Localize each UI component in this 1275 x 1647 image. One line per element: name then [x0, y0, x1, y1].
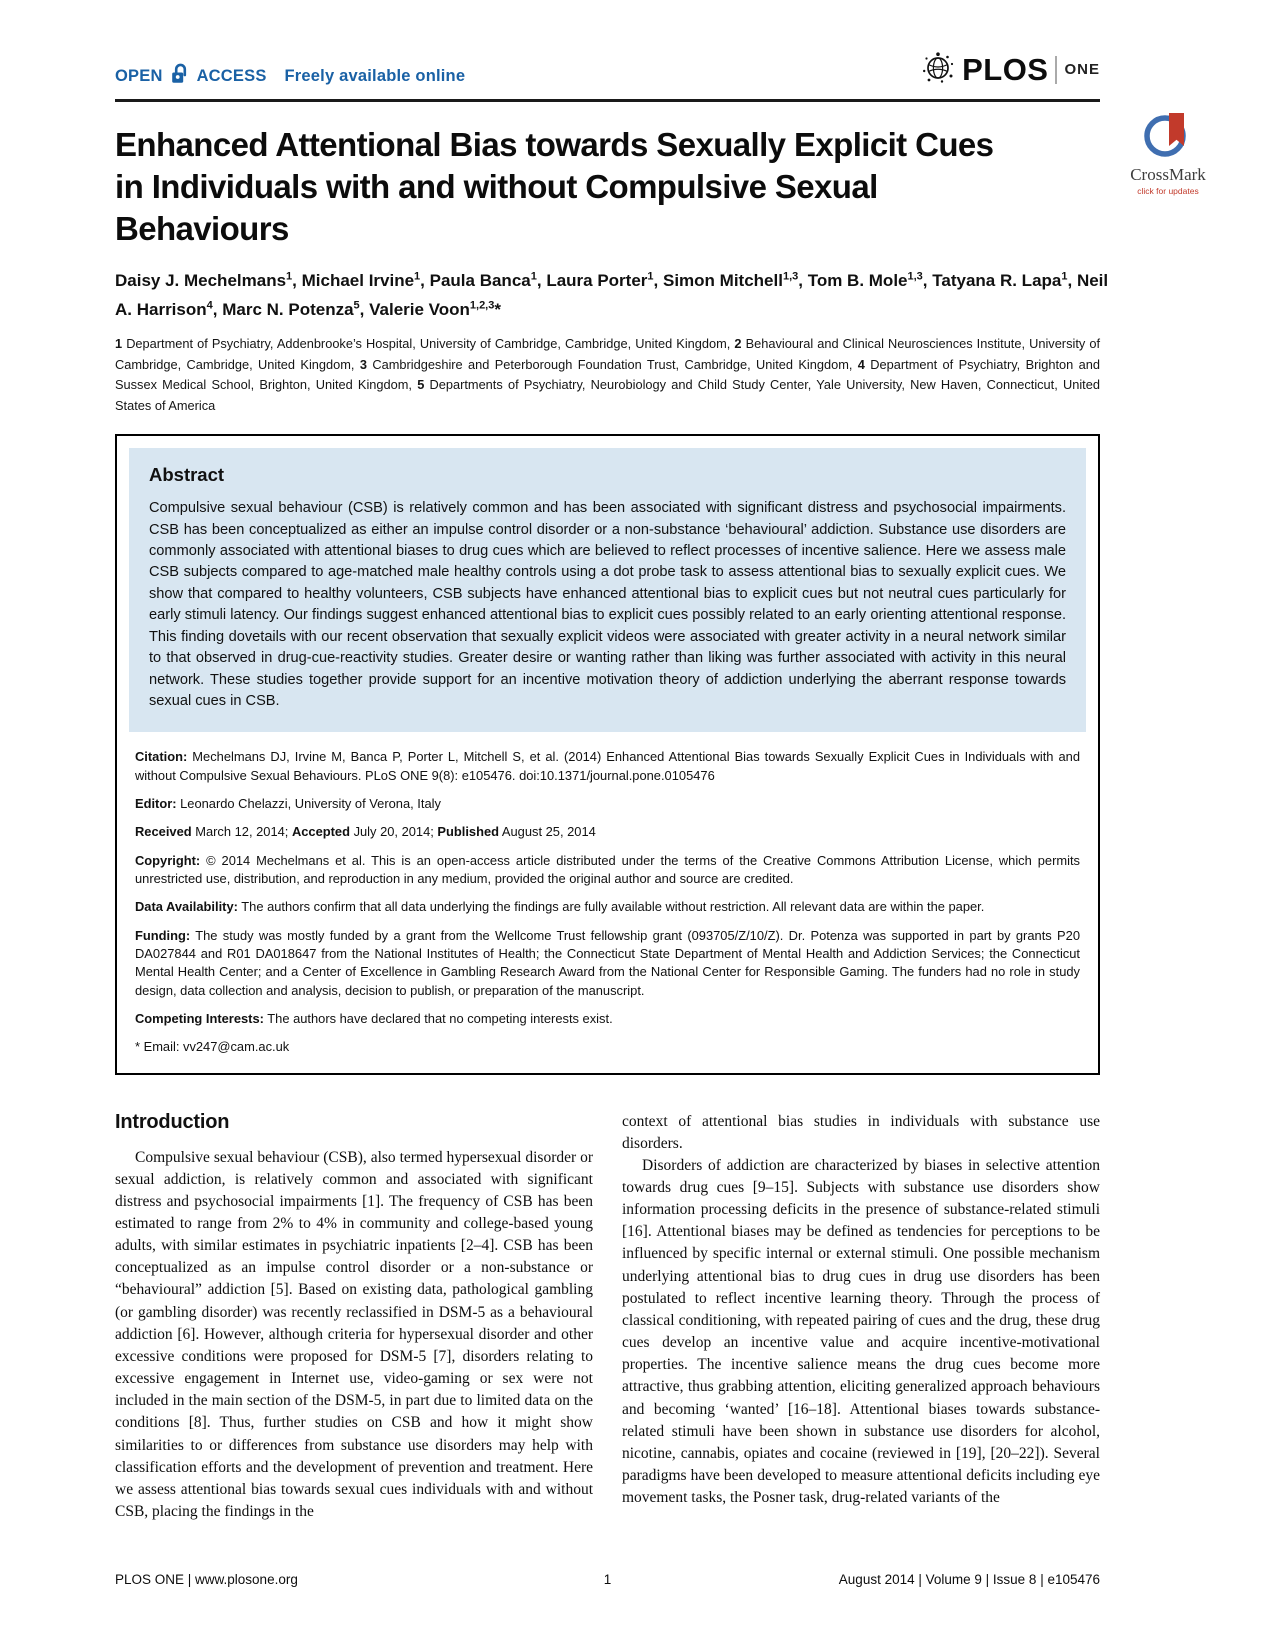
open-access-open-label: OPEN: [115, 66, 163, 85]
introduction-section: [115, 1111, 1100, 1524]
plos-globe-icon: [921, 50, 955, 89]
author: Simon Mitchell$^{1,3}$,: [662, 270, 808, 290]
email-row: * Email: vv247@cam.ac.uk: [135, 1039, 290, 1055]
author: Michael Irvine$^1$,: [301, 270, 430, 290]
intro-paragraph: context of attentional bias studies in individuals with substance use disorders.: [622, 1112, 1100, 1152]
abstract-section: [129, 448, 1086, 732]
author: Tom B. Mole$^{1,3}$,: [807, 270, 933, 290]
journal-page: [115, 0, 1109, 1523]
footer-issue-info: August 2014 | Volume 9 | Issue 8 | e105476: [838, 1572, 1101, 1587]
abstract-meta-box: [115, 434, 1100, 1074]
crossmark-wordmark: CrossMark: [1130, 165, 1206, 184]
plos-logo-divider: [1055, 56, 1057, 84]
data-availability-row: Data Availability: The authors confirm that all data underlying the findings are fully available without restriction. All relevant data are within the paper.: [135, 899, 985, 915]
abstract-text: Compulsive sexual behaviour (CSB) is relatively common and has been associated with significant distress and psychosocial impairments. CSB has been conceptualized as either an impulse control disorder or a non-substance ‘behavioural’ addiction. Substance use disorders are commonly associated with attentional biases to drug cues which are believed to reflect processes of incentive salience. Here we assess male CSB subjects compared to age-matched male healthy controls using a dot probe task to assess attentional bias to sexually explicit cues. We show that compared to healthy volunteers, CSB subjects have enhanced attentional bias to explicit cues but not neutral cues particularly for early stimuli latency. Our findings suggest enhanced attentional bias to explicit cues possibly related to an early orienting attentional response. This finding dovetails with our recent observation that sexually explicit videos were associated with greater activity in a neural network similar to that observed in drug-cue-reactivity studies. Greater desire or wanting rather than liking was further associated with activity in this neural network. These studies together provide support for an incentive motivation theory of addiction underlying the aberrant response towards sexual cues in CSB.: [149, 500, 1066, 710]
left-column: [115, 1111, 593, 1524]
abstract-heading: Abstract: [149, 464, 225, 486]
author: Neil A. Harrison$^4$,: [115, 270, 1109, 320]
dates-row: Received March 12, 2014; Accepted July 20, 2014; Published August 25, 2014: [135, 824, 596, 840]
editor-row: Editor: Leonardo Chelazzi, University of Verona, Italy: [135, 796, 441, 812]
page-header: [115, 0, 1100, 102]
footer-page-number: 1: [603, 1572, 612, 1587]
affiliations: 1 Department of Psychiatry, Addenbrooke’s Hospital, University of Cambridge, Cambridge, United Kingdom, 2 Behavioural and Clinical Neurosciences Institute, University of Cambridge, Cambridge, United Kingdom, 3 Cambridgeshire and Peterborough Foundation Trust, Cambridge, United Kingdom, 4 Department of Psychiatry, Brighton and Sussex Medical School, Brighton, United Kingdom, 5 Departments of Psychiatry, Neurobiology and Child Study Center, Yale University, New Haven, Connecticut, United States of America: [115, 336, 1101, 413]
crossmark-icon: [1144, 145, 1192, 162]
citation-row: Citation: Mechelmans DJ, Irvine M, Banca P, Porter L, Mitchell S, et al. (2014) Enhanced Attentional Bias towards Sexually Explicit Cues in Individuals with and without Compulsive Sexual Behaviours. PLoS ONE 9(8): e105476. doi:10.1371/journal.pone.0105476: [135, 749, 1080, 783]
open-access-tagline: Freely available online: [284, 66, 466, 85]
author: Laura Porter$^1$,: [546, 270, 663, 290]
crossmark-badge[interactable]: [1118, 112, 1218, 196]
open-access-access-label: ACCESS: [196, 66, 267, 85]
plos-one-label: ONE: [1064, 61, 1100, 78]
introduction-heading: Introduction: [115, 1110, 230, 1133]
author: Daisy J. Mechelmans$^1$,: [115, 270, 302, 290]
author-corresponding: Valerie Voon$^{1,2,3}$*: [369, 299, 501, 320]
article-title: Enhanced Attentional Bias towards Sexually Explicit Cues in Individuals with and without Compulsive Sexual Behaviours: [115, 126, 994, 247]
open-lock-icon: [171, 63, 189, 89]
intro-paragraph: Compulsive sexual behaviour (CSB), also termed hypersexual disorder or sexual addiction, is relatively common and associated with significant distress and psychosocial impairments [1]. The frequency of CSB has been estimated to range from 2% to 4% in community and college-based young adults, with similar estimates in psychiatric inpatients [2–4]. CSB has been conceptualized as an impulse control disorder or a non-substance or “behavioural” addiction [5]. Based on existing data, pathological gambling (or gambling disorder) was recently reclassified in DSM-5 as a behavioural addiction [6]. However, although criteria for hypersexual disorder and other excessive conditions were proposed for DSM-5 [7], disorders relating to excessive engagement in Internet use, video-gaming or sex were not included in the main section of the DSM-5, in part due to limited data on the conditions [8]. Thus, further studies on CSB and how it might show similarities to or differences from substance use disorders may help with classification efforts and the development of prevention and treatment. Here we assess attentional bias towards sexual cues individuals with and without CSB, placing the findings in the: [115, 1148, 593, 1521]
author: Tatyana R. Lapa$^1$,: [932, 270, 1077, 290]
copyright-row: Copyright: © 2014 Mechelmans et al. This is an open-access article distributed under the terms of the Creative Commons Attribution License, which permits unrestricted use, distribution, and reproduction in any medium, provided the original author and source are credited.: [135, 852, 1080, 887]
author: Marc N. Potenza$^5$,: [222, 299, 370, 320]
article-metadata: [129, 732, 1086, 1068]
author: Paula Banca$^1$,: [429, 270, 547, 290]
crossmark-tagline: click for updates: [1137, 186, 1199, 196]
author-list: [115, 266, 1115, 326]
right-column: [622, 1111, 1100, 1524]
plos-wordmark: PLOS: [962, 51, 1049, 87]
intro-paragraph: Disorders of addiction are characterized by biases in selective attention towards drug cues [9–15]. Subjects with substance use disorders show information processing deficits in the presence of substance-related stimuli [16]. Attentional biases may be defined as tendencies for perceptions to be influenced by specific internal or external stimuli. One possible mechanism underlying attentional bias to drug cues in drug use disorders has been postulated to reflect incentive learning theory. Through the process of classical conditioning, with repeated pairing of cues and the drug, these drug cues develop an incentive value and acquire incentive-motivational properties. The incentive salience means the drug cues become more attractive, thus grabbing attention, eliciting generalized approach behaviours and becoming ‘wanted’ [16–18]. Attentional biases towards substance-related stimuli have been shown in substance use disorders for alcohol, nicotine, cannabis, opiates and cocaine (reviewed in [19], [20–22]). Several paradigms have been developed to measure attentional deficits including eye movement tasks, the Posner task, drug-related variants of the: [622, 1156, 1100, 1507]
footer-journal: PLOS ONE | www.plosone.org: [115, 1572, 298, 1587]
competing-interests-row: Competing Interests: The authors have declared that no competing interests exist.: [135, 1010, 613, 1026]
plos-one-logo: [921, 50, 1100, 89]
open-access-banner: [115, 63, 465, 89]
funding-row: Funding: The study was mostly funded by a grant from the Wellcome Trust fellowship grant (093705/Z/10/Z). Dr. Potenza was supported in part by grants P20 DA027844 and R01 DA018647 from the National Institutes of Health; the Connecticut State Department of Mental Health and Addiction Services; the Connecticut Mental Health Center; and a Center of Excellence in Gambling Research Award from the National Center for Responsible Gaming. The funders had no role in study design, data collection and analysis, decision to publish, or preparation of the manuscript.: [135, 927, 1080, 998]
page-footer: [115, 1572, 1100, 1587]
